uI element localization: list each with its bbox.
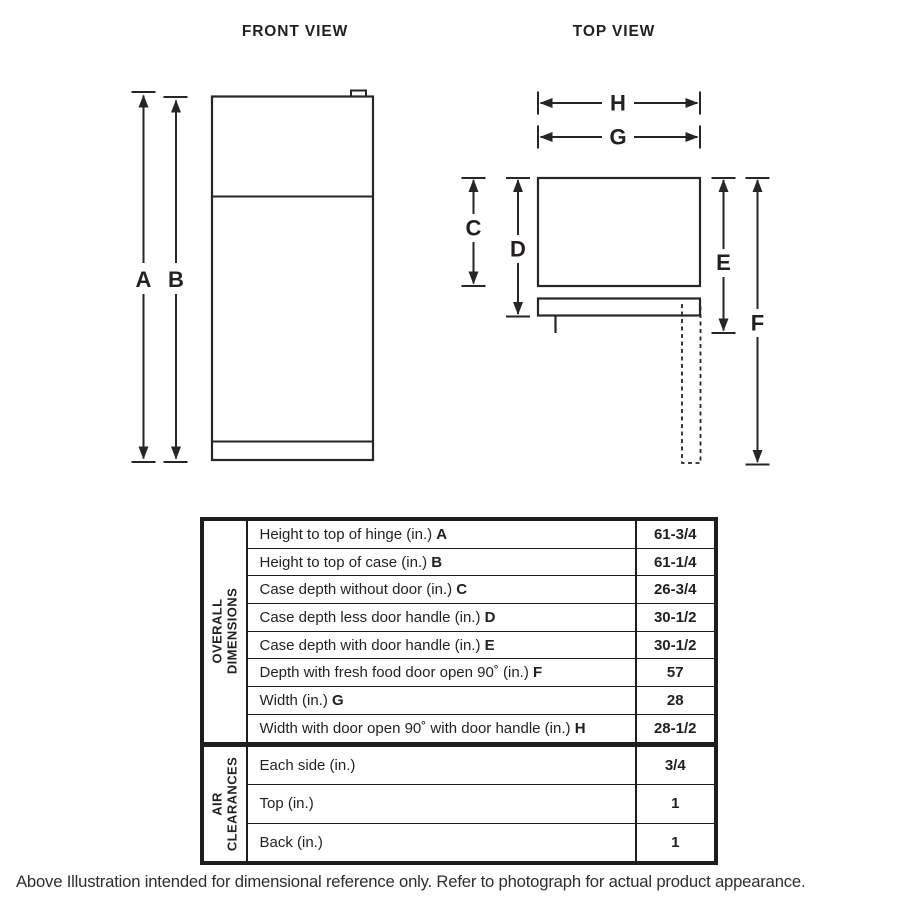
row-value: 57 xyxy=(636,659,715,687)
dim-label-h: H xyxy=(610,90,626,116)
section-header-overall-dimensions xyxy=(204,521,247,743)
row-label: Height to top of hinge (in.) xyxy=(259,525,433,543)
row-value: 61-3/4 xyxy=(636,521,715,549)
dimension-c xyxy=(462,178,486,286)
dim-label-c: C xyxy=(465,215,482,241)
table-row xyxy=(204,823,715,862)
row-label: Height to top of case (in.) xyxy=(259,553,428,571)
row-label: Case depth less door handle (in.) xyxy=(259,608,481,626)
row-key: B xyxy=(431,553,443,571)
row-key: H xyxy=(574,719,586,737)
row-key: A xyxy=(436,525,448,543)
table-row xyxy=(204,631,715,659)
fridge-outline xyxy=(212,97,373,461)
row-value: 28-1/2 xyxy=(636,714,715,742)
table-row xyxy=(204,687,715,715)
row-label: Each side (in.) xyxy=(259,756,356,774)
section-header-line: CLEARANCES xyxy=(223,756,239,851)
front-view-drawing xyxy=(212,91,373,461)
overall-dimensions-section xyxy=(203,520,715,743)
table-row xyxy=(204,659,715,687)
dimension-a xyxy=(132,92,156,462)
table-row xyxy=(204,714,715,742)
section-header-line: OVERALL xyxy=(209,598,225,664)
row-value: 26-3/4 xyxy=(636,576,715,604)
row-label: Width with door open 90˚ with door handle (in.) xyxy=(259,719,571,737)
row-key: D xyxy=(484,608,496,626)
row-value: 1 xyxy=(636,785,715,824)
row-label: Case depth without door (in.) xyxy=(259,581,453,599)
section-header-air-clearances xyxy=(204,746,247,862)
dimension-h xyxy=(538,91,700,116)
door-open-90-dashed xyxy=(682,304,701,463)
dim-label-d: D xyxy=(510,236,526,262)
row-value: 3/4 xyxy=(636,746,715,785)
dimension-e xyxy=(712,178,736,333)
dim-label-e: E xyxy=(716,250,731,275)
table-row xyxy=(204,604,715,632)
hinge-tab xyxy=(351,91,366,97)
top-view-drawing xyxy=(538,178,701,463)
table-row xyxy=(204,746,715,785)
row-key: G xyxy=(332,691,344,709)
table-row xyxy=(204,521,715,549)
dimension-g xyxy=(538,125,700,150)
row-value: 30-1/2 xyxy=(636,631,715,659)
row-label: Case depth with door handle (in.) xyxy=(259,636,481,654)
footnote: Above Illustration intended for dimensional reference only. Refer to photograph for actual product appearance. xyxy=(16,872,806,891)
row-value: 61-1/4 xyxy=(636,548,715,576)
row-value: 30-1/2 xyxy=(636,604,715,632)
row-key: F xyxy=(533,664,543,682)
dim-label-a: A xyxy=(135,267,152,292)
dim-label-b: B xyxy=(168,267,184,292)
dimension-f xyxy=(746,178,770,465)
row-label: Top (in.) xyxy=(259,795,314,813)
top-view-title: TOP VIEW xyxy=(572,23,656,40)
row-label: Depth with fresh food door open 90˚ (in.) xyxy=(259,664,529,682)
row-key: C xyxy=(456,581,468,599)
front-view-title: FRONT VIEW xyxy=(241,23,349,40)
air-clearances-section xyxy=(203,746,715,863)
dim-label-g: G xyxy=(609,124,627,150)
door-outline xyxy=(538,299,700,316)
row-value: 28 xyxy=(636,687,715,715)
table-row xyxy=(204,548,715,576)
row-key: E xyxy=(484,636,495,654)
row-label: Width (in.) xyxy=(259,691,328,709)
section-header-line: AIR xyxy=(209,791,225,816)
case-outline xyxy=(538,178,700,286)
table-row xyxy=(204,576,715,604)
section-header-line: DIMENSIONS xyxy=(223,588,239,675)
row-value: 1 xyxy=(636,823,715,862)
table-row xyxy=(204,785,715,824)
row-label: Back (in.) xyxy=(259,833,323,851)
dim-label-f: F xyxy=(750,310,765,336)
dimension-b xyxy=(164,97,188,462)
dimension-d xyxy=(506,178,530,317)
dimensions-table xyxy=(200,517,718,865)
